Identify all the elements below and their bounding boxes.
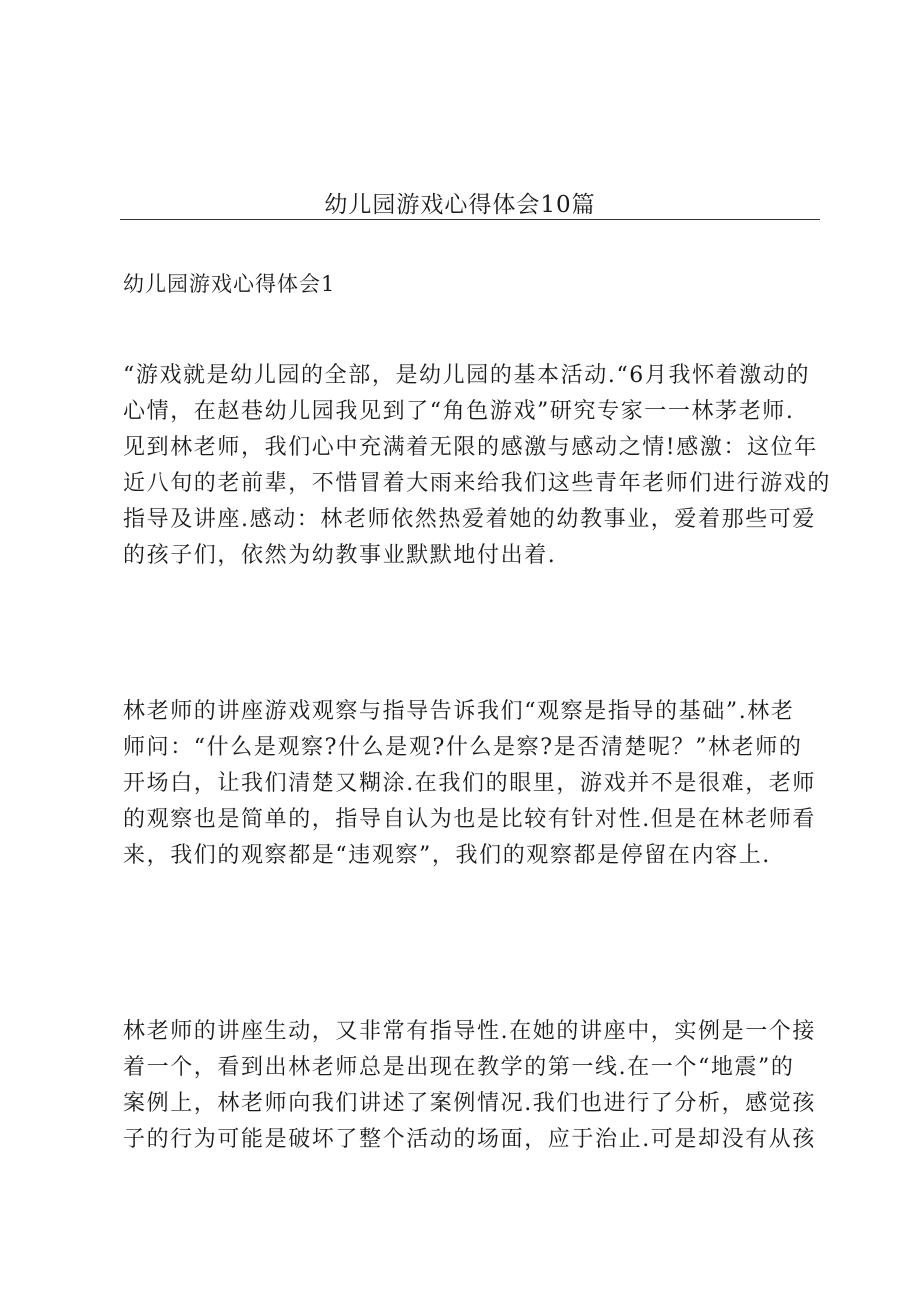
paragraph-line: 林老师的讲座生动，又非常有指导性.在她的讲座中，实例是一个接 [123, 1019, 816, 1044]
paragraph-line: 见到林老师，我们心中充满着无限的感激与感动之情!感激：这位年 [123, 435, 818, 460]
paragraph-3 [123, 1014, 823, 1158]
paragraph-line: 的观察也是简单的，指导自认为也是比较有针对性.但是在林老师看 [123, 807, 816, 832]
paragraph-line: 案例上，林老师向我们讲述了案例情况.我们也进行了分析，感觉孩 [123, 1091, 816, 1116]
paragraph-line: 指导及讲座.感动：林老师依然热爱着她的幼教事业，爱着那些可爱 [123, 507, 816, 532]
paragraph-2 [123, 694, 823, 874]
paragraph-line: 师问：“什么是观察?什么是观?什么是察?是否清楚呢？”林老师的 [123, 735, 803, 760]
section-heading: 幼儿园游戏心得体会1 [123, 272, 336, 296]
paragraph-line: “游戏就是幼儿园的全部，是幼儿园的基本活动.“6月我怀着激动的 [123, 363, 811, 388]
paragraph-line: 来，我们的观察都是“违观察”，我们的观察都是停留在内容上. [123, 843, 771, 868]
title-divider [120, 219, 820, 220]
paragraph-line: 开场白，让我们清楚又糊涂.在我们的眼里，游戏并不是很难，老师 [123, 771, 816, 796]
paragraph-line: 子的行为可能是破坏了整个活动的场面，应于治止.可是却没有从孩 [123, 1127, 816, 1152]
paragraph-line: 着一个，看到出林老师总是出现在教学的第一线.在一个“地震”的 [123, 1055, 795, 1080]
paragraph-line: 近八旬的老前辈，不惜冒着大雨来给我们这些青年老师们进行游戏的 [123, 471, 832, 496]
document-title: 幼儿园游戏心得体会10篇 [324, 192, 596, 218]
paragraph-1 [123, 358, 832, 574]
paragraph-line: 心情，在赵巷幼儿园我见到了“角色游戏”研究专家一一林茅老师. [123, 399, 795, 424]
paragraph-line: 的孩子们，依然为幼教事业默默地付出着. [123, 543, 557, 568]
paragraph-line: 林老师的讲座游戏观察与指导告诉我们“观察是指导的基础”.林老 [123, 699, 795, 724]
